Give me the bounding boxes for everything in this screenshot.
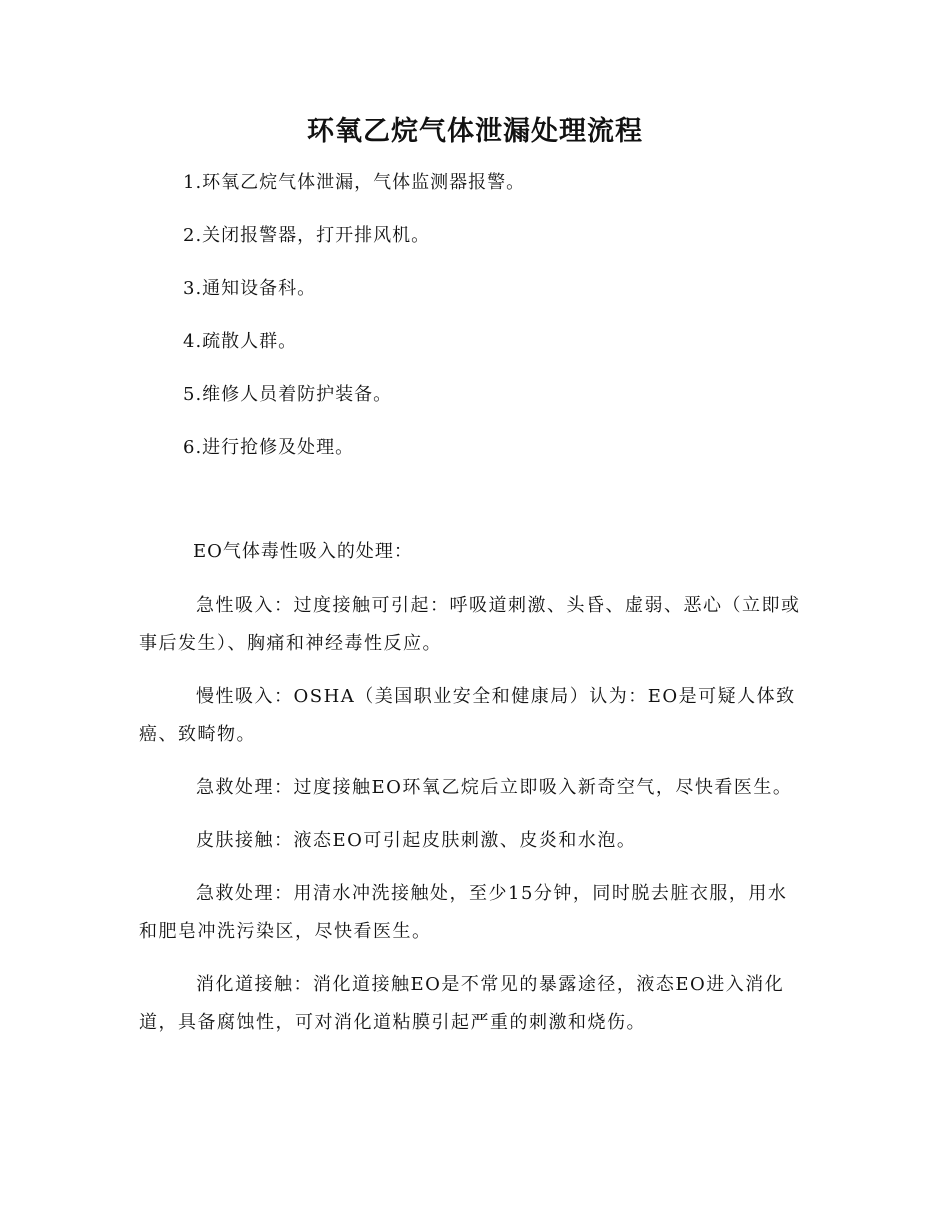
procedure-step: 4.疏散人群。 xyxy=(183,331,298,352)
paragraph-inhalation-first-aid: 急救处理：过度接触EO环氧乙烷后立即吸入新奇空气，尽快看医生。 xyxy=(196,777,793,798)
procedure-step: 6.进行抢修及处理。 xyxy=(183,437,355,458)
procedure-step: 3.通知设备科。 xyxy=(183,278,317,299)
procedure-step: 1.环氧乙烷气体泄漏，气体监测器报警。 xyxy=(183,172,526,193)
paragraph-acute-inhalation: 急性吸入：过度接触可引起：呼吸道刺激、头昏、虚弱、恶心（立即或事后发生）、胸痛和神经毒性反应。 xyxy=(139,595,801,654)
paragraph-skin-first-aid: 急救处理：用清水冲洗接触处，至少15分钟，同时脱去脏衣服，用水和肥皂冲洗污染区，尽快看医生。 xyxy=(139,883,788,942)
paragraph-chronic-inhalation: 慢性吸入：OSHA（美国职业安全和健康局）认为：EO是可疑人体致癌、致畸物。 xyxy=(139,686,796,745)
procedure-step: 5.维修人员着防护装备。 xyxy=(183,384,393,405)
document-title: 环氧乙烷气体泄漏处理流程 xyxy=(307,116,643,147)
paragraph-skin-contact: 皮肤接触：液态EO可引起皮肤刺激、皮炎和水泡。 xyxy=(196,830,637,851)
paragraph-digestive-contact: 消化道接触：消化道接触EO是不常见的暴露途径，液态EO进入消化道，具备腐蚀性，可对消化道粘膜引起严重的刺激和烧伤。 xyxy=(139,974,785,1033)
body-text xyxy=(139,587,804,1057)
procedure-step: 2.关闭报警器，打开排风机。 xyxy=(183,225,431,246)
section-heading: EO气体毒性吸入的处理： xyxy=(193,541,413,562)
procedure-steps-list xyxy=(183,166,525,484)
